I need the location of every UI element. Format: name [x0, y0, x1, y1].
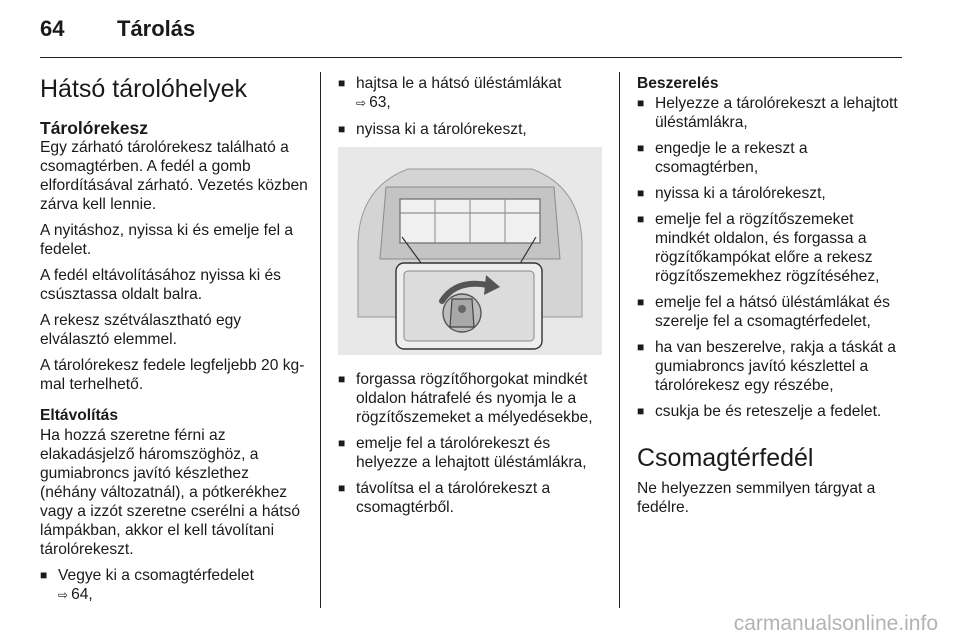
paragraph: A tárolórekesz fedele legfeljebb 20 kg-mal terhelhető. [40, 357, 305, 393]
list-item: ■ engedje le a rekeszt a csomagtérben, [637, 139, 907, 177]
list-item: ■ csukja be és reteszelje a fedelet. [637, 402, 907, 421]
illustration-graphic [338, 147, 602, 355]
page-number: 64 [40, 16, 65, 41]
paragraph: A rekesz szétválasztható egy elválasztó elemmel. [40, 312, 242, 348]
paragraph: Egy zárható tárolórekesz található a csomagtérben. A fedél a gomb elfordításával zárható. Vezetés közben zárva kell lennie. [40, 139, 308, 213]
column-3 [637, 74, 907, 524]
cross-reference[interactable] [58, 585, 308, 605]
bullet-list [637, 94, 907, 421]
column-1 [40, 74, 308, 612]
list-item: ■ távolítsa el a tárolórekeszt a csomagtérből. [338, 479, 606, 517]
column-divider [320, 72, 321, 608]
section-title: Csomagtérfedél [637, 444, 814, 472]
removal-heading: Eltávolítás [40, 407, 118, 424]
list-item-text: Vegye ki a csomagtérfedelet [58, 567, 254, 584]
list-item: ■ nyissa ki a tárolórekeszt, [637, 184, 907, 203]
bullet-list [338, 370, 606, 517]
list-item-text: hajtsa le a hátsó üléstámlákat [356, 75, 562, 92]
cross-reference-page: 64, [71, 586, 93, 603]
list-item [338, 120, 606, 139]
paragraph: Ha hozzá szeretne férni az elakadásjelző háromszöghöz, a gumiabroncs javító készlethez (néhány változatnál), a pótkerékhez vagy a izzót szeretne cserélni a hátsó lámpákban, akkor el kell távolítani tárolórekeszt. [40, 427, 301, 558]
list-item: ■ emelje fel a rögzítőszemeket mindkét oldalon, és forgassa a rögzítőkampókat előre a rekesz rögzítőszemekhez rögzítéséhez, [637, 210, 907, 286]
list-item: ■ emelje fel a hátsó üléstámlákat és szerelje fel a csomagtérfedelet, [637, 293, 907, 331]
list-item: ■ emelje fel a tárolórekeszt és helyezze a lehajtott üléstámlákra, [338, 434, 606, 472]
list-item: ■ Helyezze a tárolórekeszt a lehajtott üléstámlákra, [637, 94, 907, 132]
arrow-reference-icon: ⇨ [356, 96, 367, 110]
install-heading: Beszerelés [637, 75, 719, 92]
paragraph: Ne helyezzen semmilyen tárgyat a fedélre. [637, 480, 876, 516]
cross-reference[interactable] [356, 93, 606, 113]
header-rule [40, 57, 902, 58]
paragraph: A fedél eltávolításához nyissa ki és csúsztassa oldalt balra. [40, 267, 281, 303]
section-title: Hátsó tárolóhelyek [40, 75, 248, 103]
watermark: carmanualsonline.info [733, 612, 938, 635]
list-item-text: nyissa ki a tárolórekeszt, [356, 121, 527, 138]
subsection-title: Tárolórekesz [40, 118, 148, 138]
arrow-reference-icon: ⇨ [58, 588, 69, 602]
chapter-title: Tárolás [117, 16, 196, 41]
cross-reference-page: 63, [369, 94, 391, 111]
column-divider [619, 72, 620, 608]
list-item [40, 566, 308, 605]
list-item: ■ ha van beszerelve, rakja a táskát a gumiabroncs javító készlettel a tárolórekesz egy részébe, [637, 338, 907, 395]
column-2 [338, 74, 606, 524]
paragraph: A nyitáshoz, nyissa ki és emelje fel a fedelet. [40, 222, 294, 258]
trunk-compartment-hook-illustration [338, 147, 606, 360]
bullet-list [338, 74, 606, 139]
list-item [338, 74, 606, 113]
list-item: ■ forgassa rögzítőhorgokat mindkét oldalon hátrafelé és nyomja le a rögzítőszemeket a mélyedésekbe, [338, 370, 606, 427]
bullet-list [40, 566, 308, 605]
